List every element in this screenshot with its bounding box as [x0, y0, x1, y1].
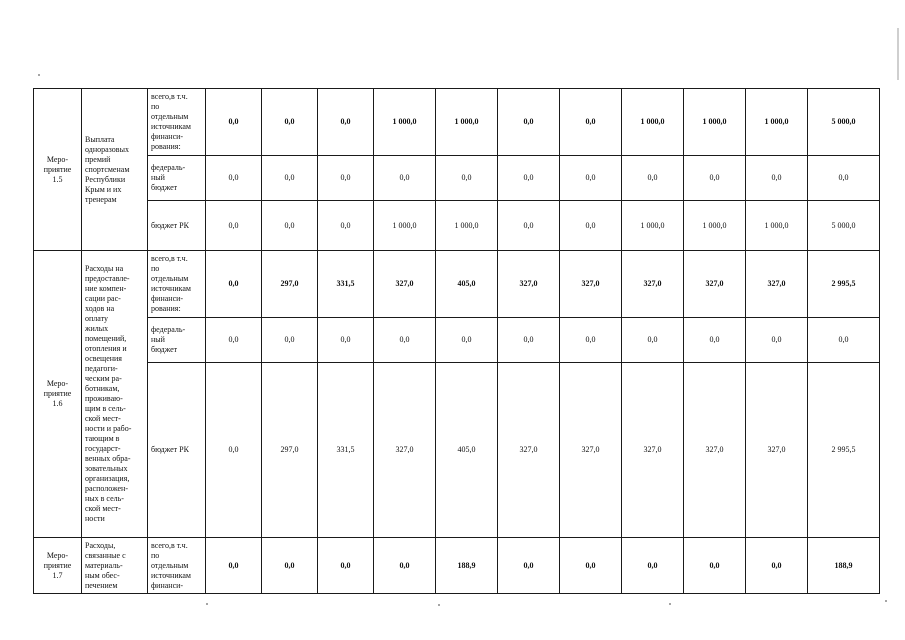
total-cell: 0,0: [808, 156, 880, 201]
value-cell: 0,0: [318, 156, 374, 201]
value-cell: 405,0: [436, 251, 498, 318]
value-cell: 0,0: [206, 538, 262, 594]
value-cell: 0,0: [436, 318, 498, 363]
value-cell: 0,0: [560, 318, 622, 363]
value-cell: 0,0: [262, 318, 318, 363]
value-cell: 0,0: [684, 538, 746, 594]
total-cell: 5 000,0: [808, 89, 880, 156]
value-cell: 0,0: [206, 89, 262, 156]
value-cell: 1 000,0: [622, 89, 684, 156]
value-cell: 0,0: [560, 201, 622, 251]
value-cell: 327,0: [684, 363, 746, 538]
value-cell: 0,0: [746, 156, 808, 201]
value-cell: 327,0: [746, 251, 808, 318]
value-cell: 0,0: [684, 156, 746, 201]
value-cell: 0,0: [374, 156, 436, 201]
value-cell: 0,0: [622, 318, 684, 363]
value-cell: 0,0: [746, 318, 808, 363]
table-row: [34, 251, 880, 318]
value-cell: 1 000,0: [746, 89, 808, 156]
value-cell: 1 000,0: [622, 201, 684, 251]
value-cell: 1 000,0: [684, 201, 746, 251]
table-row: [34, 89, 880, 156]
value-cell: 327,0: [560, 251, 622, 318]
value-cell: 0,0: [436, 156, 498, 201]
value-cell: 0,0: [318, 89, 374, 156]
value-cell: 331,5: [318, 251, 374, 318]
value-cell: 1 000,0: [436, 89, 498, 156]
value-cell: 0,0: [498, 318, 560, 363]
value-cell: 0,0: [746, 538, 808, 594]
value-cell: 0,0: [318, 201, 374, 251]
funding-source: федераль- ный бюджет: [148, 156, 206, 201]
total-cell: 5 000,0: [808, 201, 880, 251]
value-cell: 327,0: [374, 251, 436, 318]
budget-table: [33, 88, 880, 594]
table-row: [34, 318, 880, 363]
funding-source: федераль- ный бюджет: [148, 318, 206, 363]
value-cell: 0,0: [560, 89, 622, 156]
value-cell: 0,0: [262, 201, 318, 251]
value-cell: 327,0: [498, 251, 560, 318]
value-cell: 327,0: [498, 363, 560, 538]
funding-source: всего,в т.ч. по отдельным источникам финанси- рования:: [148, 89, 206, 156]
value-cell: 0,0: [374, 538, 436, 594]
value-cell: 327,0: [622, 251, 684, 318]
total-cell: 188,9: [808, 538, 880, 594]
value-cell: 0,0: [262, 538, 318, 594]
value-cell: 1 000,0: [436, 201, 498, 251]
value-cell: 0,0: [206, 251, 262, 318]
funding-source: всего,в т.ч. по отдельным источникам финанси- рования:: [148, 251, 206, 318]
value-cell: 0,0: [498, 201, 560, 251]
event-description: Расходы на предоставле- ние компен- сации рас- ходов на оплату жилых помещений, отопления и освещения педагоги- ческим ра- ботникам, проживаю- щим в сель- ской мест- ности и рабо- тающим в государст- венных обра- зовательных организация, расположен- ных в сель- ской мест- ности: [82, 251, 148, 538]
value-cell: 0,0: [262, 89, 318, 156]
event-description: Расходы, связанные с материаль- ным обес- печением: [82, 538, 148, 594]
value-cell: 188,9: [436, 538, 498, 594]
value-cell: 0,0: [318, 538, 374, 594]
value-cell: 0,0: [498, 538, 560, 594]
table-row: [34, 156, 880, 201]
value-cell: 0,0: [498, 89, 560, 156]
value-cell: 0,0: [206, 156, 262, 201]
funding-source: бюджет РК: [148, 201, 206, 251]
value-cell: 297,0: [262, 363, 318, 538]
value-cell: 0,0: [206, 318, 262, 363]
value-cell: 0,0: [262, 156, 318, 201]
event-label: Меро- приятие 1.7: [34, 538, 82, 594]
value-cell: 0,0: [318, 318, 374, 363]
value-cell: 0,0: [560, 156, 622, 201]
value-cell: 327,0: [374, 363, 436, 538]
value-cell: 0,0: [622, 156, 684, 201]
value-cell: 297,0: [262, 251, 318, 318]
value-cell: 327,0: [560, 363, 622, 538]
value-cell: 327,0: [622, 363, 684, 538]
total-cell: 0,0: [808, 318, 880, 363]
value-cell: 0,0: [374, 318, 436, 363]
value-cell: 0,0: [498, 156, 560, 201]
value-cell: 1 000,0: [746, 201, 808, 251]
value-cell: 1 000,0: [374, 201, 436, 251]
table-row: [34, 363, 880, 538]
value-cell: 405,0: [436, 363, 498, 538]
event-description: Выплата одноразовых премий спортсменам Республики Крым и их тренерам: [82, 89, 148, 251]
table-body: [34, 89, 880, 594]
value-cell: 0,0: [684, 318, 746, 363]
value-cell: 327,0: [684, 251, 746, 318]
value-cell: 1 000,0: [374, 89, 436, 156]
value-cell: 0,0: [206, 201, 262, 251]
table-row: [34, 201, 880, 251]
value-cell: 0,0: [206, 363, 262, 538]
value-cell: 0,0: [622, 538, 684, 594]
funding-source: бюджет РК: [148, 363, 206, 538]
table-row: [34, 538, 880, 594]
value-cell: 331,5: [318, 363, 374, 538]
value-cell: 1 000,0: [684, 89, 746, 156]
total-cell: 2 995,5: [808, 363, 880, 538]
total-cell: 2 995,5: [808, 251, 880, 318]
funding-source: всего,в т.ч. по отдельным источникам финанси-: [148, 538, 206, 594]
event-label: Меро- приятие 1.6: [34, 251, 82, 538]
event-label: Меро- приятие 1.5: [34, 89, 82, 251]
value-cell: 327,0: [746, 363, 808, 538]
value-cell: 0,0: [560, 538, 622, 594]
